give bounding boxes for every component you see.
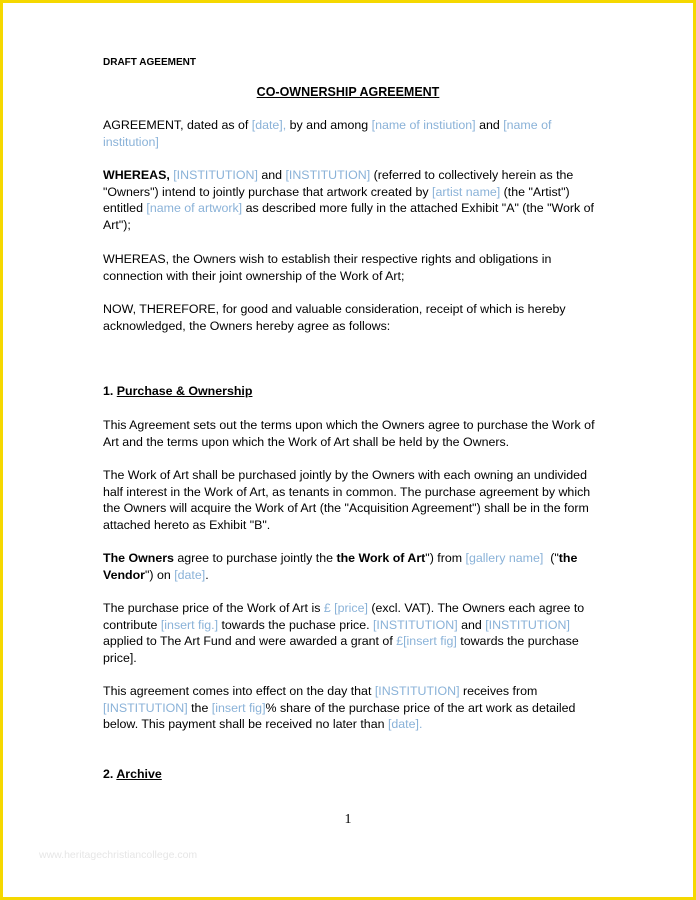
agreement-paragraph: AGREEMENT, dated as of [date], by and among [name of instiution] and [name of institution]: [103, 118, 552, 149]
section-1-heading: 1. Purchase & Ownership: [103, 384, 253, 398]
price-placeholder: £ [price]: [323, 601, 368, 615]
date-placeholder: [date],: [251, 118, 287, 132]
section-1-paragraph-2: The Work of Art shall be purchased jointly by the Owners with each owning an undivided half interest in the Work of Art, as tenants in common. The purchase agreement by which the Owners will acquire the Work of Art (the "Acquisition Agreement") shall be in the form attached hereto as Exhibit "B".: [103, 468, 591, 533]
artist-name-placeholder: [artist name]: [432, 184, 501, 199]
section-2-heading: 2. Archive: [103, 767, 162, 781]
section-1-paragraph-1: This Agreement sets out the terms upon which the Owners agree to purchase the Work of Art and the terms upon which the Work of Art shall be held by the Owners.: [103, 418, 595, 449]
now-therefore-paragraph: NOW, THEREFORE, for good and valuable consideration, receipt of which is hereby acknowledged, the Owners hereby agree as follows:: [103, 302, 566, 333]
whereas-paragraph-2: WHEREAS, the Owners wish to establish their respective rights and obligations in connection with their joint ownership of the Work of Art;: [103, 252, 552, 283]
institution-placeholder: [INSTITUTION]: [285, 168, 371, 182]
figure-placeholder: [insert fig.]: [160, 617, 219, 632]
date-placeholder: [date]: [174, 567, 206, 582]
institution-placeholder: [INSTITUTION]: [374, 684, 460, 698]
institution-placeholder: [INSTITUTION]: [372, 617, 458, 632]
institution-placeholder: [INSTITUTION]: [173, 168, 258, 182]
institution-placeholder: [INSTITUTION]: [485, 617, 570, 632]
document-title: CO-OWNERSHIP AGREEMENT: [256, 85, 440, 99]
institution-name-placeholder: [name of institution]: [103, 118, 552, 149]
grant-figure-placeholder: £[insert fig]: [396, 634, 457, 649]
section-1-paragraph-5: This agreement comes into effect on the day that [INSTITUTION] receives from [INSTITUTION] the [insert fig]% share of the purchase price of the art work as detailed below. This payment shall be received no later than [date].: [103, 684, 576, 732]
section-1-paragraph-4: The purchase price of the Work of Art is £ [price] (excl. VAT). The Owners each agree to contribute [insert fig.] towards the puchase price. [INSTITUTION] and [INSTITUTION] applied to The Art Fund and were awarded a grant of £[insert fig] towards the purchase price].: [103, 601, 585, 666]
institution-name-placeholder: [name of instiution]: [371, 118, 476, 132]
date-placeholder: [date].: [387, 717, 423, 732]
section-1-paragraph-3: The Owners agree to purchase jointly the the Work of Art") from [gallery name] ("the Vendor") on [date].: [103, 551, 578, 582]
page-number: 1: [344, 812, 352, 827]
whereas-paragraph-1: WHEREAS, [INSTITUTION] and [INSTITUTION] (referred to collectively herein as the "Owners") intend to jointly purchase that artwork created by [artist name] (the "Artist") entitled [name of artwork] as described more fully in the attached Exhibit "A" (the "Work of Art");: [103, 168, 594, 233]
artwork-name-placeholder: [name of artwork]: [146, 201, 243, 216]
draft-label: DRAFT AGEEMENT: [103, 57, 196, 68]
figure-placeholder: [insert fig]: [211, 700, 266, 715]
institution-placeholder: [INSTITUTION]: [103, 700, 188, 715]
gallery-name-placeholder: [gallery name]: [465, 551, 544, 565]
watermark: www.heritagechristiancollege.com: [39, 849, 198, 861]
